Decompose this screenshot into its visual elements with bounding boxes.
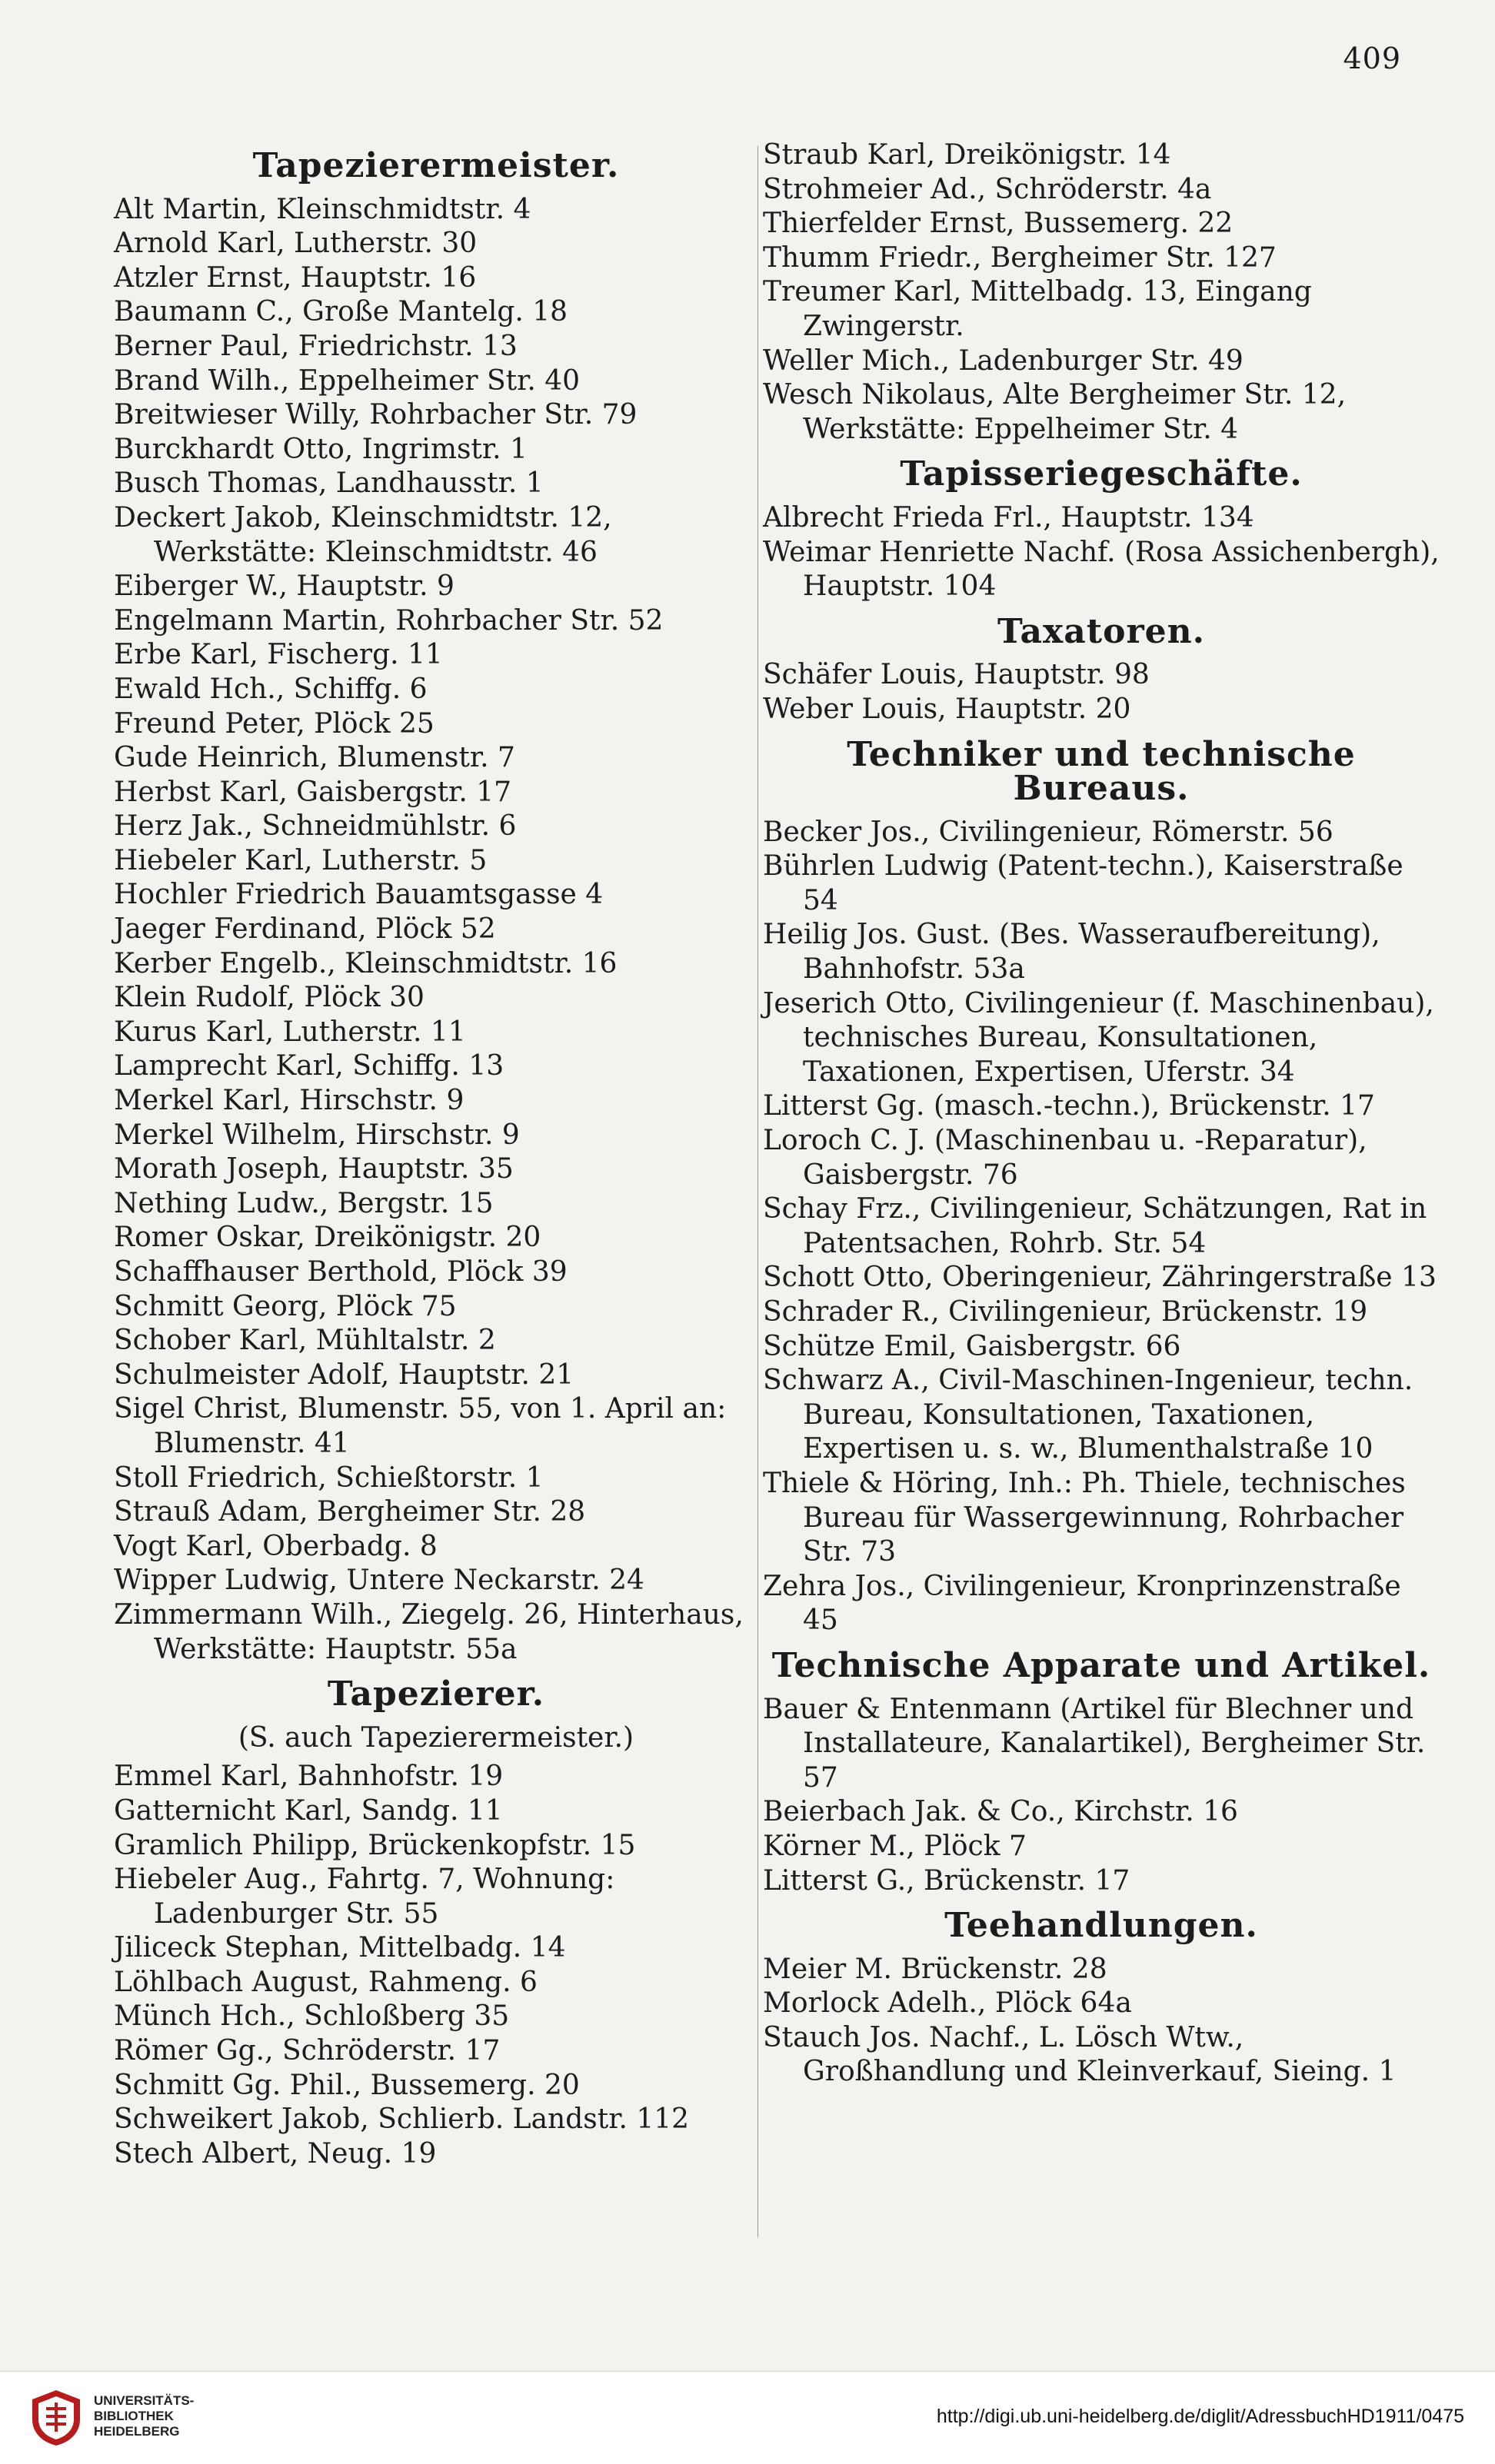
page-number: 409 (1343, 42, 1401, 75)
section (763, 1645, 1440, 1898)
directory-entry: Brand Wilh., Eppelheimer Str. 40 (114, 364, 581, 397)
footer-bar (0, 2371, 1495, 2464)
section-title: Technische Apparate und Artikel. (771, 1645, 1431, 1685)
directory-entry: Merkel Karl, Hirschstr. 9 (114, 1085, 464, 1117)
directory-entry: Strauß Adam, Bergheimer Str. 28 (114, 1496, 586, 1528)
directory-entry: Körner M., Plöck 7 (763, 1830, 1027, 1862)
directory-entry: Baumann C., Große Mantelg. 18 (114, 296, 568, 328)
directory-entry: Römer Gg., Schröderstr. 17 (114, 2035, 501, 2067)
directory-entry: Jeserich Otto, Civilingenieur (f. Maschinenbau), technisches Bureau, Konsultationen, Taxationen, Expertisen, Uferstr. 34 (763, 987, 1434, 1088)
directory-entry: Deckert Jakob, Kleinschmidtstr. 12, Werkstätte: Kleinschmidtstr. 46 (114, 501, 612, 568)
directory-entry: Herz Jak., Schneidmühlstr. 6 (114, 810, 517, 843)
directory-entry: Herbst Karl, Gaisbergstr. 17 (114, 776, 512, 808)
directory-entry: Heilig Jos. Gust. (Bes. Wasseraufbereitung), Bahnhofstr. 53a (763, 919, 1380, 986)
directory-entry: Thumm Friedr., Bergheimer Str. 127 (763, 241, 1277, 274)
directory-entry: Schulmeister Adolf, Hauptstr. 21 (114, 1358, 574, 1391)
logo-line: HEIDELBERG (94, 2424, 180, 2439)
directory-entry: Thierfelder Ernst, Bussemerg. 22 (763, 208, 1234, 240)
directory-entry: Arnold Karl, Lutherstr. 30 (114, 228, 478, 260)
section (763, 454, 1440, 604)
directory-entry: Wesch Nikolaus, Alte Bergheimer Str. 12, Werkstätte: Eppelheimer Str. 4 (763, 379, 1347, 445)
directory-entry: Kurus Karl, Lutherstr. 11 (114, 1016, 466, 1048)
section (114, 146, 758, 1667)
section (114, 1674, 758, 2171)
directory-entry: Strohmeier Ad., Schröderstr. 4a (763, 173, 1212, 205)
section (763, 1906, 1440, 2090)
directory-entry: Litterst Gg. (masch.-techn.), Brückenstr. 17 (763, 1090, 1375, 1122)
directory-entry: Hochler Friedrich Bauamtsgasse 4 (114, 879, 604, 911)
directory-entry: Schmitt Gg. Phil., Bussemerg. 20 (114, 2069, 580, 2101)
directory-entry: Vogt Karl, Oberbadg. 8 (114, 1530, 438, 1562)
section-title: Tapezierermeister. (252, 146, 620, 185)
directory-entry: Merkel Wilhelm, Hirschstr. 9 (114, 1119, 520, 1151)
directory-entry: Hiebeler Aug., Fahrtg. 7, Wohnung: Ladenburger Str. 55 (114, 1864, 615, 1930)
library-logo-text (94, 2393, 194, 2439)
directory-entry: Erbe Karl, Fischerg. 11 (114, 639, 443, 671)
directory-entry: Jiliceck Stephan, Mittelbadg. 14 (114, 1932, 566, 1964)
source-url-link[interactable]: http://digi.ub.uni-heidelberg.de/diglit/AdressbuchHD1911/0475 (936, 2406, 1464, 2427)
directory-entry: Meier M. Brückenstr. 28 (763, 1953, 1107, 1985)
directory-entry: Albrecht Frieda Frl., Hauptstr. 134 (763, 501, 1254, 534)
directory-entry: Atzler Ernst, Hauptstr. 16 (114, 261, 477, 294)
directory-entry: Jaeger Ferdinand, Plöck 52 (114, 913, 496, 946)
logo-line: BIBLIOTHEK (94, 2409, 174, 2423)
directory-entry: Gude Heinrich, Blumenstr. 7 (114, 742, 515, 774)
directory-entry: Weller Mich., Ladenburger Str. 49 (763, 344, 1244, 377)
directory-entry: Hiebeler Karl, Lutherstr. 5 (114, 844, 488, 876)
directory-entry: Thiele & Höring, Inh.: Ph. Thiele, technisches Bureau für Wassergewinnung, Rohrbacher Str. 73 (763, 1467, 1406, 1568)
directory-entry: Klein Rudolf, Plöck 30 (114, 982, 425, 1014)
directory-entry: Beierbach Jak. & Co., Kirchstr. 16 (763, 1796, 1238, 1828)
section-title: Techniker und technische Bureaus. (847, 734, 1356, 809)
directory-entry: Schay Frz., Civilingenieur, Schätzungen, Rat in Patentsachen, Rohrb. Str. 54 (763, 1193, 1427, 1259)
directory-entry: Loroch C. J. (Maschinenbau u. -Reparatur), Gaisbergstr. 76 (763, 1125, 1367, 1191)
directory-entry: Schrader R., Civilingenieur, Brückenstr. 19 (763, 1296, 1368, 1328)
directory-entry: Stauch Jos. Nachf., L. Lösch Wtw., Großhandlung und Kleinverkauf, Sieing. 1 (763, 2021, 1397, 2088)
directory-entry: Bührlen Ludwig (Patent-techn.), Kaiserstraße 54 (763, 850, 1403, 916)
directory-entry: Emmel Karl, Bahnhofstr. 19 (114, 1761, 504, 1793)
section-title: Taxatoren. (997, 611, 1205, 651)
directory-entry: Berner Paul, Friedrichstr. 13 (114, 330, 518, 362)
directory-entry: Litterst G., Brückenstr. 17 (763, 1864, 1130, 1897)
directory-entry: Löhlbach August, Rahmeng. 6 (114, 1966, 538, 1998)
left-column (114, 138, 758, 2171)
directory-entry: Schott Otto, Oberingenieur, Zähringerstraße 13 (763, 1262, 1437, 1294)
directory-entry: Kerber Engelb., Kleinschmidtstr. 16 (114, 947, 618, 979)
section (763, 611, 1440, 727)
section-title: Teehandlungen. (944, 1906, 1258, 1946)
directory-entry: Lamprecht Karl, Schiffg. 13 (114, 1050, 504, 1082)
directory-entry: Weber Louis, Hauptstr. 20 (763, 693, 1131, 725)
logo-line: UNIVERSITÄTS- (94, 2393, 195, 2408)
directory-entry: Eiberger W., Hauptstr. 9 (114, 570, 454, 603)
directory-entry: Busch Thomas, Landhausstr. 1 (114, 467, 544, 500)
directory-entry: Gatternicht Karl, Sandg. 11 (114, 1794, 503, 1827)
directory-entry: Becker Jos., Civilingenieur, Römerstr. 56 (763, 816, 1334, 848)
directory-entry: Romer Oskar, Dreikönigstr. 20 (114, 1222, 541, 1254)
directory-entry: Ewald Hch., Schiffg. 6 (114, 673, 428, 705)
directory-entry: Straub Karl, Dreikönigstr. 14 (763, 139, 1171, 171)
directory-entry: Schweikert Jakob, Schlierb. Landstr. 112 (114, 2103, 690, 2136)
directory-entry: Schober Karl, Mühltalstr. 2 (114, 1325, 496, 1357)
directory-entry: Schmitt Georg, Plöck 75 (114, 1290, 457, 1322)
directory-entry: Schütze Emil, Gaisbergstr. 66 (763, 1330, 1181, 1362)
directory-entry: Zimmermann Wilh., Ziegelg. 26, Hinterhaus, Werkstätte: Hauptstr. 55a (114, 1598, 744, 1665)
directory-entry: Stoll Friedrich, Schießtorstr. 1 (114, 1461, 544, 1494)
directory-entry: Engelmann Martin, Rohrbacher Str. 52 (114, 604, 664, 637)
directory-entry: Alt Martin, Kleinschmidtstr. 4 (114, 193, 531, 225)
right-column (763, 138, 1440, 2090)
section-note: (S. auch Tapezierermeister.) (238, 1721, 634, 1754)
directory-entry: Schaffhauser Berthold, Plöck 39 (114, 1256, 568, 1288)
directory-entry: Gramlich Philipp, Brückenkopfstr. 15 (114, 1829, 636, 1861)
directory-entry: Bauer & Entenmann (Artikel für Blechner und Installateure, Kanalartikel), Bergheimer Str. 57 (763, 1693, 1426, 1794)
directory-entry: Schäfer Louis, Hauptstr. 98 (763, 659, 1150, 691)
directory-entry: Weimar Henriette Nachf. (Rosa Assichenbergh), Hauptstr. 104 (763, 536, 1440, 603)
section-title: Tapezierer. (327, 1674, 545, 1714)
university-seal-icon (29, 2389, 83, 2447)
directory-entry: Schwarz A., Civil-Maschinen-Ingenieur, techn. Bureau, Konsultationen, Taxationen, Expertisen u. s. w., Blumenthalstraße 10 (763, 1365, 1413, 1465)
directory-entry: Zehra Jos., Civilingenieur, Kronprinzenstraße 45 (763, 1570, 1401, 1637)
directory-entry: Nething Ludw., Bergstr. 15 (114, 1187, 494, 1219)
directory-entry: Breitwieser Willy, Rohrbacher Str. 79 (114, 399, 638, 431)
section (763, 734, 1440, 1638)
section (763, 138, 1440, 447)
directory-entry: Freund Peter, Plöck 25 (114, 707, 435, 740)
directory-entry: Morath Joseph, Hauptstr. 35 (114, 1153, 514, 1185)
directory-entry: Sigel Christ, Blumenstr. 55, von 1. April an: Blumenstr. 41 (114, 1393, 727, 1459)
directory-entry: Morlock Adelh., Plöck 64a (763, 1987, 1132, 2020)
directory-entry: Wipper Ludwig, Untere Neckarstr. 24 (114, 1565, 644, 1597)
directory-entry: Burckhardt Otto, Ingrimstr. 1 (114, 433, 528, 465)
section-title: Tapisseriegeschäfte. (900, 454, 1303, 494)
directory-entry: Treumer Karl, Mittelbadg. 13, Eingang Zwingerstr. (763, 276, 1312, 342)
directory-entry: Stech Albert, Neug. 19 (114, 2137, 437, 2170)
directory-entry: Münch Hch., Schloßberg 35 (114, 2000, 510, 2033)
